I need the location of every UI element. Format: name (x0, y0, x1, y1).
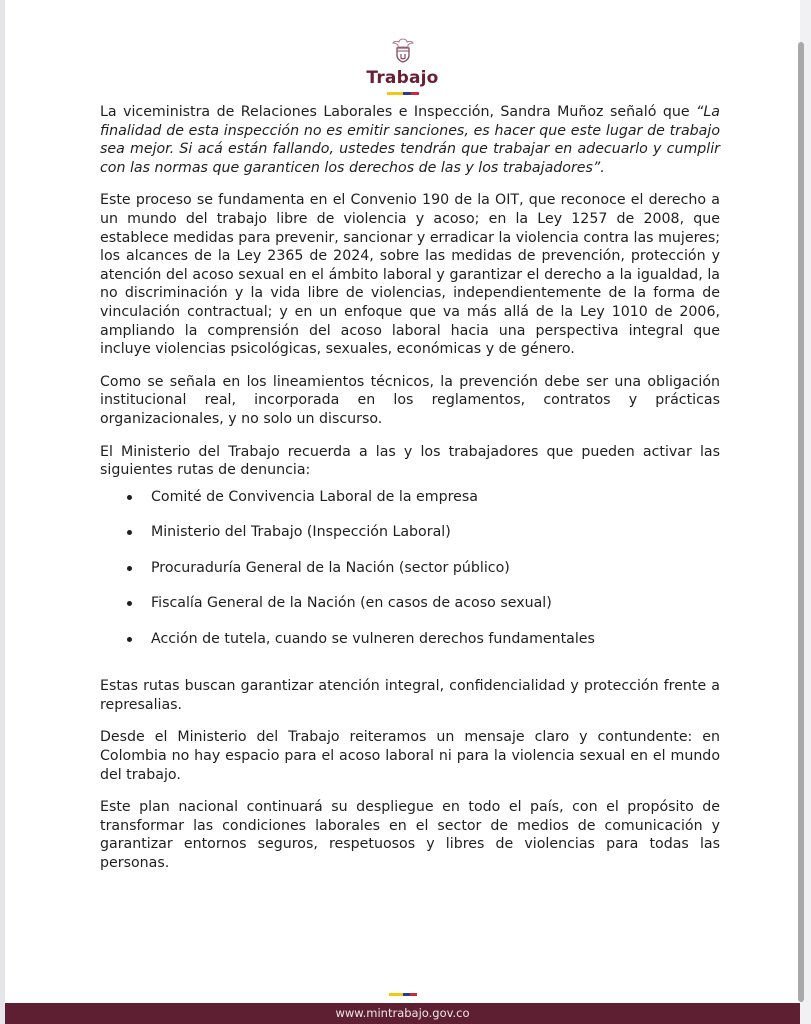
scrollbar-thumb[interactable] (798, 42, 804, 1002)
paragraph-ministry-message: Desde el Ministerio del Trabajo reiteramos un mensaje claro y contundente: en Colombia no hay espacio para el acoso laboral ni para la violencia sexual en el mundo del trabajo. (100, 729, 720, 783)
coat-of-arms-icon (392, 38, 414, 64)
paragraph-national-plan: Este plan nacional continuará su despliegue en todo el país, con el propósito de transformar las condiciones laborales en el sector de medios de comunicación y garantizar entornos seguros, respetuosos y libres de violencias para todas las personas. (100, 799, 720, 871)
quote: “La finalidad de esta inspección no es emitir sanciones, es hacer que este lugar de trabajo sea mejor. Si acá están fallando, ustedes tendrán que trabajar en adecuarlo y cumplir con las normas que garanticen los derechos de las y los trabajadores”. (100, 104, 720, 176)
ministry-logo (5, 38, 800, 95)
paragraph-routes-purpose: Estas rutas buscan garantizar atención integral, confidencialidad y protección frente a represalias. (100, 678, 720, 713)
list-item: Fiscalía General de la Nación (en casos de acoso sexual) (100, 594, 720, 630)
report-routes-list (100, 488, 720, 666)
article-body (100, 103, 720, 887)
footer-url[interactable]: www.mintrabajo.gov.co (335, 1006, 470, 1020)
paragraph-vice-minister-quote: La viceministra de Relaciones Laborales e Inspección, Sandra Muñoz señaló que “La finalidad de esta inspección no es emitir sanciones, es hacer que este lugar de trabajo sea mejor. Si acá están fallando, ustedes tendrán que trabajar en adecuarlo y cumplir con las normas que garanticen los derechos de las y los trabajadores”. (100, 104, 720, 176)
list-item: Acción de tutela, cuando se vulneren derechos fundamentales (100, 630, 720, 666)
list-item: Procuraduría General de la Nación (sector público) (100, 559, 720, 595)
document-page (5, 0, 800, 1024)
paragraph-routes-intro: El Ministerio del Trabajo recuerda a las y los trabajadores que pueden activar las siguientes rutas de denuncia: (100, 443, 720, 479)
footer-flag-stripe (5, 993, 800, 996)
footer-bar (5, 1003, 800, 1024)
list-item: Ministerio del Trabajo (Inspección Laboral) (100, 523, 720, 559)
paragraph-prevention: Como se señala en los lineamientos técnicos, la prevención debe ser una obligación institucional real, incorporada en los reglamentos, contratos y prácticas organizacionales, y no solo un discurso. (100, 373, 720, 427)
brand-name: Trabajo (366, 68, 439, 88)
list-item: Comité de Convivencia Laboral de la empresa (100, 488, 720, 524)
flag-stripe (5, 92, 800, 95)
paragraph-legal-framework: Este proceso se fundamenta en el Convenio 190 de la OIT, que reconoce el derecho a un mundo del trabajo libre de violencia y acoso; en la Ley 1257 de 2008, que establece medidas para prevenir, sancionar y erradicar la violencia contra las mujeres; los alcances de la Ley 2365 de 2024, sobre las medidas de prevención, protección y atención del acoso sexual en el ámbito laboral y garantizar el derecho a la igualdad, la no discriminación y la vida libre de violencias, independientemente de la forma de vinculación contractual; y en un enfoque que va más allá de la Ley 1010 de 2006, ampliando la comprensión del acoso laboral hacia una perspectiva integral que incluye violencias psicológicas, sexuales, económicas y de género. (100, 192, 720, 358)
